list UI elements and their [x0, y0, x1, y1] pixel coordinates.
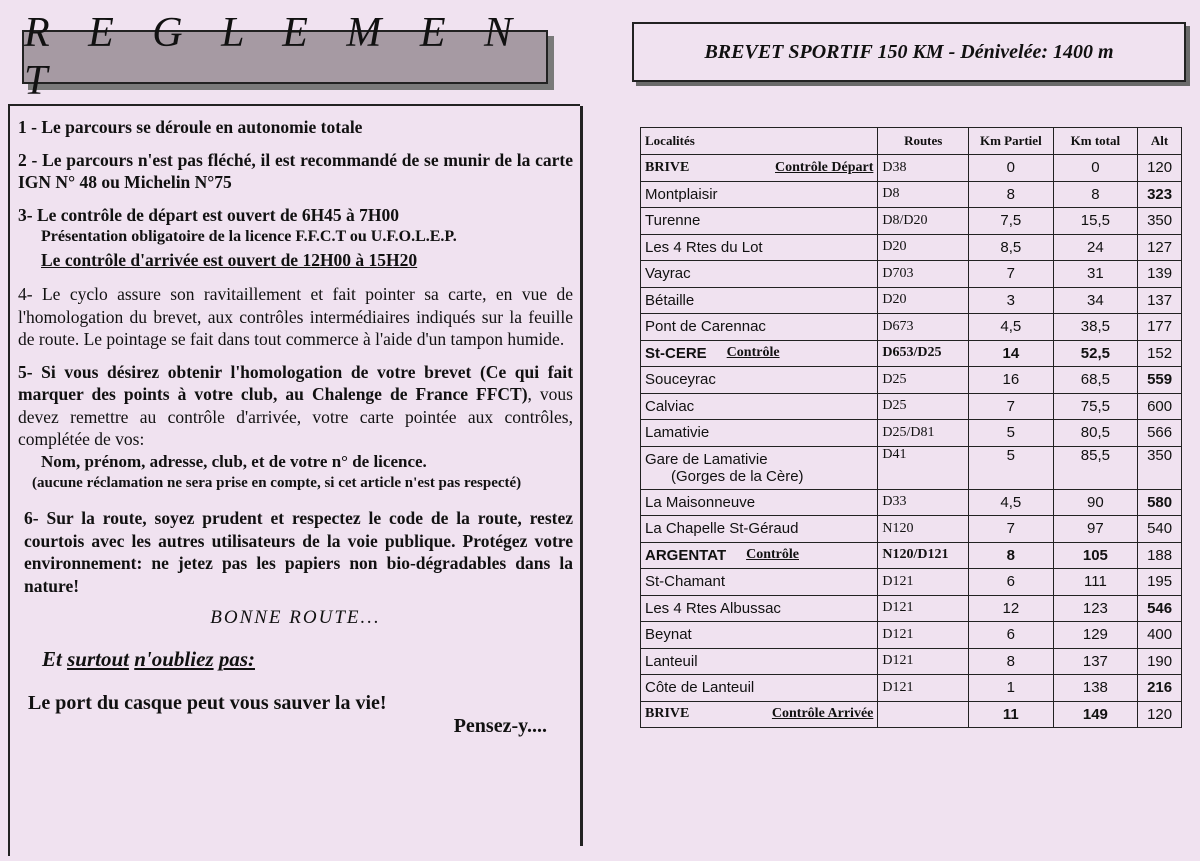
cell-route: D121 [878, 648, 969, 675]
cell-route: D25 [878, 367, 969, 394]
header-alt: Alt [1138, 128, 1182, 155]
cell-localite [641, 489, 878, 516]
table-row [641, 340, 1182, 367]
localite-wrap [645, 398, 873, 415]
localite-wrap [645, 706, 873, 722]
cell-alt: 152 [1138, 340, 1182, 367]
cell-alt: 540 [1138, 516, 1182, 543]
cell-localite [641, 340, 878, 367]
cell-alt: 546 [1138, 595, 1182, 622]
control-label: Contrôle [726, 345, 780, 361]
cell-localite [641, 569, 878, 596]
localite-name: Lamativie [645, 424, 710, 442]
cell-localite [641, 314, 878, 341]
rule-5-fields: Nom, prénom, adresse, club, et de votre n° de licence. [41, 451, 427, 471]
table-row [641, 648, 1182, 675]
rule-3 [18, 204, 573, 272]
cell-km-partiel: 14 [969, 340, 1054, 367]
table-row [641, 595, 1182, 622]
rule-1: 1 - Le parcours se déroule en autonomie totale [18, 117, 363, 137]
cell-route: D121 [878, 622, 969, 649]
table-row [641, 516, 1182, 543]
header-km-partiel: Km Partiel [969, 128, 1054, 155]
cell-alt: 127 [1138, 234, 1182, 261]
cell-route: D703 [878, 261, 969, 288]
localite-subtitle: (Gorges de la Cère) [671, 467, 804, 485]
cell-route: D121 [878, 675, 969, 702]
rule-5 [18, 361, 573, 494]
localite-name: Bétaille [645, 291, 695, 309]
rule-3-arrival: Le contrôle d'arrivée est ouvert de 12H00 à 15H20 [41, 249, 418, 270]
table-row [641, 542, 1182, 569]
cell-localite [641, 542, 878, 569]
localite-wrap [645, 626, 873, 643]
cell-km-total: 0 [1053, 155, 1138, 182]
localite-wrap [645, 547, 873, 564]
cell-km-partiel: 3 [969, 287, 1054, 314]
cell-km-partiel: 1 [969, 675, 1054, 702]
cell-km-partiel: 4,5 [969, 314, 1054, 341]
surtout-word-4: pas: [218, 646, 255, 671]
cell-route: D653/D25 [878, 340, 969, 367]
localite-name: Calviac [645, 397, 695, 415]
cell-route: N120 [878, 516, 969, 543]
table-row [641, 569, 1182, 596]
localite-wrap [645, 186, 873, 203]
localite-name: Gare de Lamativie [645, 450, 768, 468]
table-header-row [641, 128, 1182, 155]
cell-km-partiel: 7 [969, 516, 1054, 543]
rules-text [18, 116, 573, 737]
cell-route: D41 [878, 446, 969, 489]
cell-localite [641, 367, 878, 394]
cell-route: D33 [878, 489, 969, 516]
surtout-word-2: surtout [67, 646, 129, 671]
localite-wrap [645, 494, 873, 511]
cell-km-partiel: 7 [969, 261, 1054, 288]
cell-route: D38 [878, 155, 969, 182]
cell-localite [641, 516, 878, 543]
cell-localite [641, 155, 878, 182]
localite-wrap [645, 160, 873, 176]
cell-km-partiel: 8 [969, 648, 1054, 675]
localite-name: La Chapelle St-Géraud [645, 520, 799, 538]
cell-km-total: 123 [1053, 595, 1138, 622]
cell-alt: 559 [1138, 367, 1182, 394]
cell-km-total: 138 [1053, 675, 1138, 702]
cell-route: D8/D20 [878, 208, 969, 235]
cell-km-total: 105 [1053, 542, 1138, 569]
control-label: Contrôle Arrivée [771, 706, 874, 722]
cell-alt: 323 [1138, 181, 1182, 208]
rule-5-normal: , vous devez remettre au contrôle d'arrivée, votre carte pointée aux contrôles, complétée de vos: [18, 384, 573, 449]
cell-alt: 177 [1138, 314, 1182, 341]
cell-km-partiel: 8 [969, 181, 1054, 208]
localite-wrap [645, 679, 873, 696]
cell-km-total: 75,5 [1053, 393, 1138, 420]
cell-route [878, 701, 969, 728]
cell-alt: 120 [1138, 701, 1182, 728]
cell-km-partiel: 7,5 [969, 208, 1054, 235]
rule-5-note: (aucune réclamation ne sera prise en compte, si cet article n'est pas respecté) [32, 475, 522, 491]
cell-km-total: 149 [1053, 701, 1138, 728]
cell-route: D121 [878, 595, 969, 622]
brevet-title: BREVET SPORTIF 150 KM - Dénivelée: 1400 m [632, 22, 1186, 82]
cell-alt: 188 [1138, 542, 1182, 569]
localite-name: BRIVE [645, 706, 690, 722]
localite-name: Montplaisir [645, 185, 718, 203]
rule-5-bold: 5- Si vous désirez obtenir l'homologation de votre brevet (Ce qui fait marquer des points à votre club, au Chalenge de France FFCT) [18, 361, 573, 404]
table-row [641, 261, 1182, 288]
table-row [641, 181, 1182, 208]
table-row [641, 367, 1182, 394]
cell-km-total: 137 [1053, 648, 1138, 675]
cell-km-partiel: 0 [969, 155, 1054, 182]
localite-name: Les 4 Rtes du Lot [645, 238, 763, 256]
route-table [640, 127, 1182, 728]
cell-route: D8 [878, 181, 969, 208]
header-routes: Routes [878, 128, 969, 155]
localite-wrap [645, 520, 873, 537]
cell-km-total: 31 [1053, 261, 1138, 288]
rules-panel [8, 104, 580, 856]
cell-alt: 350 [1138, 446, 1182, 489]
bonne-route: BONNE ROUTE... [210, 607, 381, 628]
cell-km-partiel: 7 [969, 393, 1054, 420]
cell-localite [641, 208, 878, 235]
cell-km-total: 38,5 [1053, 314, 1138, 341]
header-km-total: Km total [1053, 128, 1138, 155]
cell-km-partiel: 16 [969, 367, 1054, 394]
cell-localite [641, 648, 878, 675]
cell-km-total: 68,5 [1053, 367, 1138, 394]
cell-route: N120/D121 [878, 542, 969, 569]
localite-name: La Maisonneuve [645, 493, 756, 511]
cell-localite [641, 420, 878, 447]
localite-name: Beynat [645, 626, 692, 644]
rules-right-border [580, 106, 583, 846]
cell-localite [641, 622, 878, 649]
table-row [641, 208, 1182, 235]
cell-km-total: 15,5 [1053, 208, 1138, 235]
cell-localite [641, 701, 878, 728]
cell-km-partiel: 11 [969, 701, 1054, 728]
localite-name: St-Chamant [645, 573, 726, 591]
cell-alt: 400 [1138, 622, 1182, 649]
rule-3-start: 3- Le contrôle de départ est ouvert de 6H45 à 7H00 [18, 204, 400, 225]
reglement-title-box [22, 10, 552, 104]
localite-name: ARGENTAT [645, 546, 727, 564]
cell-alt: 120 [1138, 155, 1182, 182]
surtout-word-1: Et [42, 646, 62, 671]
table-row [641, 446, 1182, 489]
localite-wrap [645, 573, 873, 590]
pensez-line: Pensez-y.... [453, 714, 547, 737]
table-row [641, 420, 1182, 447]
cell-km-total: 85,5 [1053, 446, 1138, 489]
cell-route: D25 [878, 393, 969, 420]
cell-km-total: 111 [1053, 569, 1138, 596]
table-row [641, 701, 1182, 728]
reglement-title: R E G L E M E N T [22, 30, 548, 84]
cell-alt: 216 [1138, 675, 1182, 702]
cell-km-total: 129 [1053, 622, 1138, 649]
localite-wrap [645, 292, 873, 309]
table-row [641, 287, 1182, 314]
cell-alt: 580 [1138, 489, 1182, 516]
cell-alt: 600 [1138, 393, 1182, 420]
cell-alt: 137 [1138, 287, 1182, 314]
table-row [641, 622, 1182, 649]
rule-2: 2 - Le parcours n'est pas fléché, il est recommandé de se munir de la carte IGN N° 48 ou Michelin N°75 [18, 149, 573, 192]
table-row [641, 314, 1182, 341]
cell-route: D25/D81 [878, 420, 969, 447]
control-label: Contrôle Départ [775, 159, 874, 175]
localite-wrap [645, 345, 873, 362]
localite-name: St-CERE [645, 344, 707, 362]
localite-wrap [645, 451, 873, 468]
cell-route: D673 [878, 314, 969, 341]
cell-km-total: 90 [1053, 489, 1138, 516]
localite-name: Souceyrac [645, 371, 716, 389]
control-label: Contrôle [746, 547, 799, 563]
cell-alt: 139 [1138, 261, 1182, 288]
cell-km-partiel: 6 [969, 569, 1054, 596]
table-row [641, 489, 1182, 516]
localite-wrap [645, 424, 873, 441]
localite-wrap [645, 318, 873, 335]
cell-km-total: 8 [1053, 181, 1138, 208]
cell-km-total: 52,5 [1053, 340, 1138, 367]
cell-alt: 350 [1138, 208, 1182, 235]
localite-wrap [645, 600, 873, 617]
cell-localite [641, 446, 878, 489]
cell-km-partiel: 6 [969, 622, 1054, 649]
localite-name: Lanteuil [645, 652, 698, 670]
cell-km-total: 34 [1053, 287, 1138, 314]
table-row [641, 675, 1182, 702]
cell-km-partiel: 4,5 [969, 489, 1054, 516]
surtout-word-3: n'oubliez [134, 646, 214, 671]
header-localites: Localités [641, 128, 878, 155]
localite-wrap [645, 653, 873, 670]
cell-route: D20 [878, 234, 969, 261]
cell-localite [641, 675, 878, 702]
cell-km-partiel: 5 [969, 420, 1054, 447]
cell-km-total: 24 [1053, 234, 1138, 261]
localite-name: Les 4 Rtes Albussac [645, 599, 781, 617]
localite-name: BRIVE [645, 159, 690, 175]
cell-alt: 566 [1138, 420, 1182, 447]
rule-6: 6- Sur la route, soyez prudent et respectez le code de la route, restez courtois avec les autres utilisateurs de la voie publique. Protégez votre environnement: ne jetez pas les papiers non bio-dégradables dans la nature! [24, 508, 573, 596]
cell-route: D20 [878, 287, 969, 314]
cell-localite [641, 181, 878, 208]
casque-line: Le port du casque peut vous sauver la vie! [28, 692, 387, 714]
cell-localite [641, 595, 878, 622]
cell-localite [641, 234, 878, 261]
cell-localite [641, 261, 878, 288]
cell-alt: 195 [1138, 569, 1182, 596]
table-row [641, 393, 1182, 420]
rule-4: 4- Le cyclo assure son ravitaillement et fait pointer sa carte, en vue de l'homologation du brevet, aux contrôles intermédiaires indiqués sur la feuille de route. Le pointage se fait dans tout commerce à l'aide d'un tampon humide. [18, 284, 573, 349]
cell-localite [641, 287, 878, 314]
cell-alt: 190 [1138, 648, 1182, 675]
localite-name: Vayrac [645, 265, 691, 283]
localite-wrap [645, 371, 873, 388]
cell-km-partiel: 5 [969, 446, 1054, 489]
cell-km-total: 80,5 [1053, 420, 1138, 447]
localite-wrap [645, 265, 873, 282]
localite-wrap [645, 212, 873, 229]
surtout-line [42, 648, 573, 671]
localite-name: Pont de Carennac [645, 318, 766, 336]
cell-km-partiel: 12 [969, 595, 1054, 622]
localite-name: Turenne [645, 212, 701, 230]
cell-km-partiel: 8,5 [969, 234, 1054, 261]
cell-localite [641, 393, 878, 420]
cell-route: D121 [878, 569, 969, 596]
cell-km-total: 97 [1053, 516, 1138, 543]
rule-3-licence: Présentation obligatoire de la licence F.F.C.T ou U.F.O.L.E.P. [41, 228, 457, 245]
cell-km-partiel: 8 [969, 542, 1054, 569]
localite-name: Côte de Lanteuil [645, 679, 755, 697]
table-row [641, 155, 1182, 182]
table-row [641, 234, 1182, 261]
localite-wrap [645, 239, 873, 256]
